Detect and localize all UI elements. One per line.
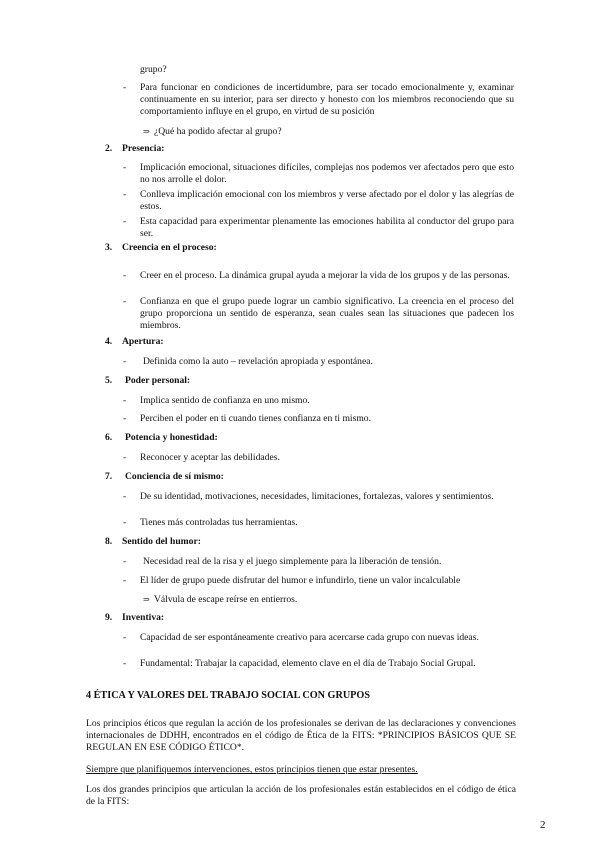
bullet-dash: - (123, 395, 127, 406)
list-item: Implicación emocional, situaciones difíciles, complejas nos podemos ver afectados pero que esto no nos arrolle el dolor. (140, 162, 514, 185)
section-title: Creencia en el proceso: (122, 242, 217, 253)
list-item: Conlleva implicación emocional con los miembros y verse afectado por el dolor y las alegrías de estos. (140, 189, 514, 212)
section-title: Sentido del humor: (122, 536, 201, 547)
list-item: Confianza en que el grupo puede lograr un cambio significativo. La creencia en el proceso del grupo proporciona un sentido de esperanza, sean cuales sean las situaciones que padecen los miembros. (140, 296, 514, 331)
list-item: Reconocer y aceptar las debilidades. (140, 452, 280, 463)
bullet-dash: - (123, 575, 127, 586)
section-number: 7. (105, 471, 113, 482)
list-item: Implica sentido de confianza en uno mismo. (140, 395, 310, 406)
bullet-dash: - (123, 517, 127, 528)
section-title: Presencia: (122, 143, 165, 154)
list-item: El líder de grupo puede disfrutar del humor e infundirlo, tiene un valor incalculable (140, 575, 461, 586)
bullet-dash: - (123, 556, 127, 567)
bullet-dash: - (123, 82, 127, 93)
list-item: Perciben el poder en ti cuando tienes confianza en ti mismo. (140, 413, 371, 424)
bullet-dash: - (123, 270, 127, 281)
section-number: 8. (105, 536, 113, 547)
arrow-note: Válvula de escape reírse en entierros. (154, 594, 298, 605)
paragraph: Los dos grandes principios que articulan la acción de los profesionales están establecidos en el código de ética de la FITS: (86, 784, 516, 807)
page-number: 2 (540, 819, 546, 831)
list-item: Creer en el proceso. La dinámica grupal ayuda a mejorar la vida de los grupos y de las personas. (140, 270, 510, 281)
list-item: Necesidad real de la risa y el juego simplemente para la liberación de tensión. (143, 556, 442, 567)
section-number: 4. (105, 336, 113, 347)
section-title: Conciencia de sí mismo: (125, 471, 224, 482)
continued-text: grupo? (140, 64, 167, 75)
bullet-dash: - (123, 658, 127, 669)
section-title: Poder personal: (125, 375, 191, 386)
section-number: 5. (105, 375, 113, 386)
section-heading: 4 ÉTICA Y VALORES DEL TRABAJO SOCIAL CON GRUPOS (86, 690, 370, 701)
bullet-dash: - (123, 413, 127, 424)
list-item: Para funcionar en condiciones de incertidumbre, para ser tocado emocionalmente y, examinar continuamente en su interior, para ser directo y honesto con los miembros reconociendo que su comportamiento influye en el grupo, en virtud de su posición (140, 82, 514, 117)
underlined-paragraph: Siempre que planifiquemos intervenciones, estos principios tienen que estar presentes. (86, 764, 418, 775)
bullet-dash: - (123, 189, 127, 200)
bullet-dash: - (123, 491, 127, 502)
arrow-icon: ⇒ (143, 595, 150, 604)
paragraph: Los principios éticos que regulan la acción de los profesionales se derivan de las declaraciones y convenciones internacionales de DDHH, encontrados en el código de Ética de la FITS: *PRINCIPIOS BÁSICOS QUE SE REGULAN EN ESE CÓDIGO ÉTICO*. (86, 718, 516, 753)
list-item: Tienes más controladas tus herramientas. (140, 517, 298, 528)
bullet-dash: - (123, 356, 127, 367)
list-item: De su identidad, motivaciones, necesidades, limitaciones, fortalezas, valores y sentimientos. (140, 491, 494, 502)
section-number: 3. (105, 242, 113, 253)
section-title: Potencia y honestidad: (125, 432, 218, 443)
bullet-dash: - (123, 216, 127, 227)
list-item: Definida como la auto – revelación apropiada y espontánea. (143, 356, 373, 367)
bullet-dash: - (123, 296, 127, 307)
bullet-dash: - (123, 632, 127, 643)
arrow-note: ¿Qué ha podido afectar al grupo? (154, 126, 282, 137)
section-number: 9. (105, 612, 113, 623)
section-title: Apertura: (122, 336, 164, 347)
arrow-icon: ⇒ (143, 127, 150, 136)
section-number: 2. (105, 143, 113, 154)
section-number: 6. (105, 432, 113, 443)
bullet-dash: - (123, 452, 127, 463)
list-item: Esta capacidad para experimentar plenamente las emociones habilita al conductor del grupo para ser. (140, 216, 514, 239)
section-title: Inventiva: (122, 612, 165, 623)
bullet-dash: - (123, 162, 127, 173)
list-item: Capacidad de ser espontáneamente creativo para acercarse cada grupo con nuevas ideas. (140, 632, 479, 643)
list-item: Fundamental: Trabajar la capacidad, elemento clave en el día de Trabajo Social Grupal. (140, 658, 476, 669)
